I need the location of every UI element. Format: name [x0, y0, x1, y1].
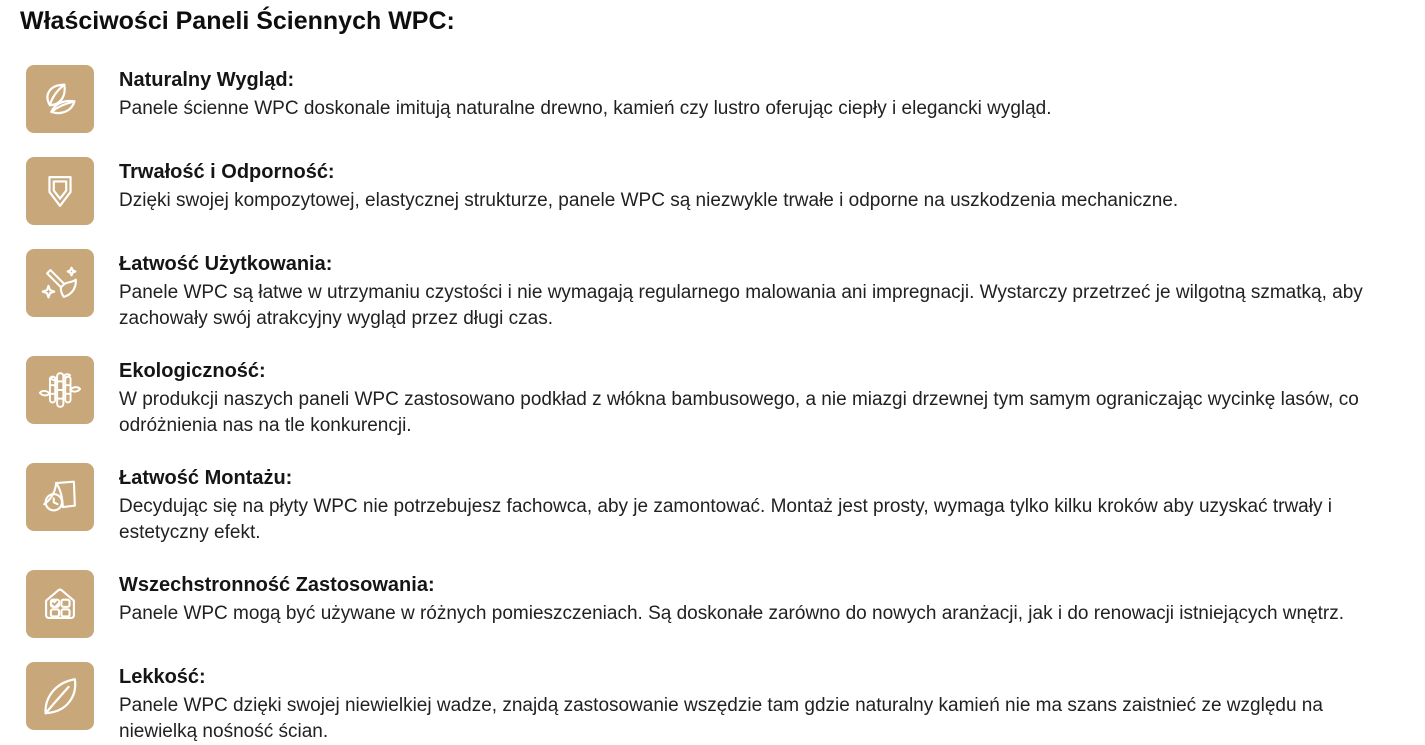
feature-title: Trwałość i Odporność: — [119, 161, 335, 183]
feature-item-natural-look — [26, 65, 1377, 133]
feature-item-versatility — [26, 570, 1377, 638]
feature-title: Ekologiczność: — [119, 360, 266, 382]
shield-icon — [26, 157, 94, 225]
feature-title: Łatwość Montażu: — [119, 467, 293, 489]
feature-title: Naturalny Wygląd: — [119, 69, 295, 91]
feature-description: Decydując się na płyty WPC nie potrzebujesz fachowca, aby je zamontować. Montaż jest prosty, wymaga tylko kilku kroków aby uzyskać trwały i estetyczny efekt. — [119, 496, 1332, 543]
feature-description: Dzięki swojej kompozytowej, elastycznej strukturze, panele WPC są niezwykle trwałe i odporne na uszkodzenia mechaniczne. — [119, 190, 1179, 211]
feature-description: W produkcji naszych paneli WPC zastosowano podkład z włókna bambusowego, a nie miazgi drzewnej tym samym ograniczając wycinkę lasów, co odróżnienia nas na tle konkurencji. — [119, 389, 1359, 436]
feather-icon — [26, 662, 94, 730]
leaves-icon — [26, 65, 94, 133]
feature-item-ecology — [26, 356, 1377, 439]
feature-description: Panele WPC są łatwe w utrzymaniu czystości i nie wymagają regularnego malowania ani impregnacji. Wystarczy przetrzeć je wilgotną szmatką, aby zachowały swój atrakcyjny wygląd przez długi czas. — [119, 282, 1363, 329]
feature-description: Panele ścienne WPC doskonale imitują naturalne drewno, kamień czy lustro oferując ciepły i elegancki wygląd. — [119, 98, 1052, 119]
panel-clock-icon — [26, 463, 94, 531]
cleaning-brush-sparkles-icon — [26, 249, 94, 317]
feature-item-easy-maintenance — [26, 249, 1377, 332]
feature-title: Łatwość Użytkowania: — [119, 253, 333, 275]
house-grid-check-icon — [26, 570, 94, 638]
feature-title: Wszechstronność Zastosowania: — [119, 574, 435, 596]
bamboo-icon — [26, 356, 94, 424]
feature-item-durability — [26, 157, 1377, 225]
feature-title: Lekkość: — [119, 666, 206, 688]
page-title: Właściwości Paneli Ściennych WPC: — [20, 7, 455, 35]
feature-description: Panele WPC dzięki swojej niewielkiej wadze, znajdą zastosowanie wszędzie tam gdzie naturalny kamień nie ma szans zaistnieć ze względu na niewielką nośność ścian. — [119, 695, 1323, 742]
feature-item-easy-install — [26, 463, 1377, 546]
feature-item-lightweight — [26, 662, 1377, 745]
feature-description: Panele WPC mogą być używane w różnych pomieszczeniach. Są doskonałe zarówno do nowych aranżacji, jak i do renowacji istniejących wnętrz. — [119, 603, 1345, 624]
